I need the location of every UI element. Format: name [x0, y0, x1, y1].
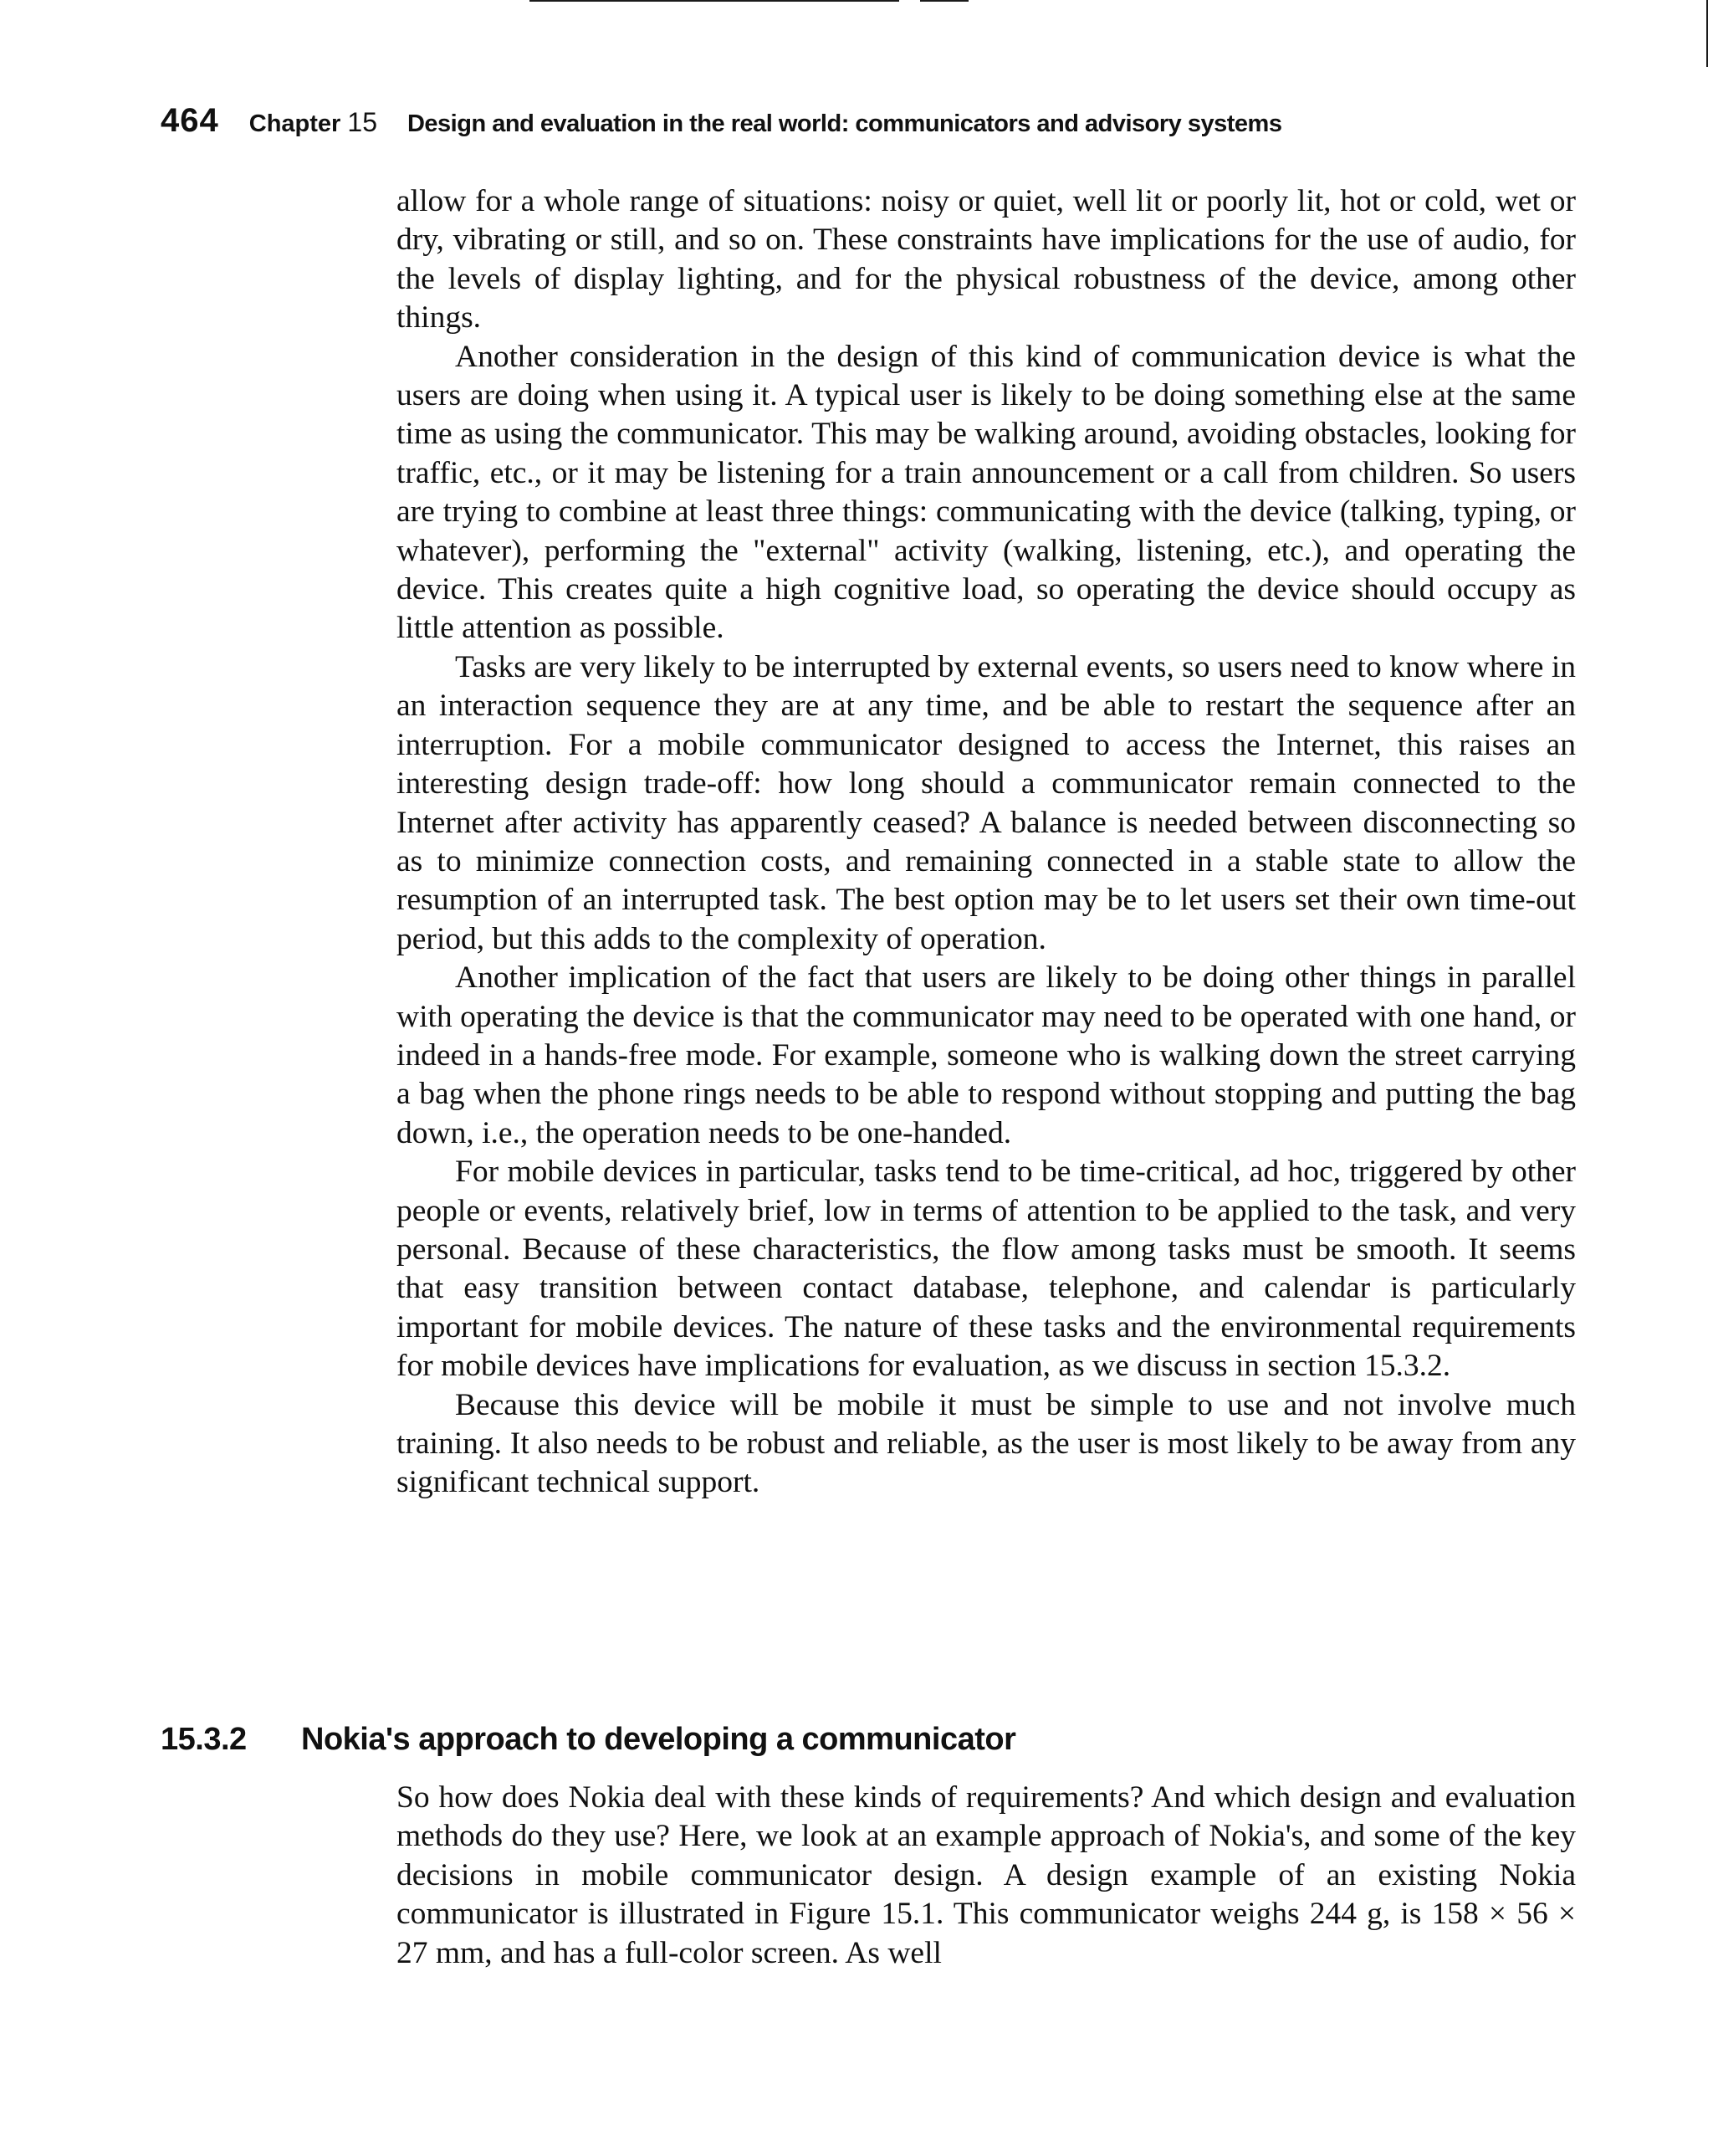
body-text-top: [396, 182, 1576, 1503]
paragraph: Tasks are very likely to be interrupted by external events, so users need to know where in an interaction sequence they are at any time, and be able to restart the sequence after an interruption. For a mobile communicator designed to access the Internet, this raises an interesting design trade-off: how long should a communicator remain connected to the Internet after activity has apparently ceased? A balance is needed between disconnecting so as to minimize connection costs, and remaining connected in a stable state to allow the resumption of an interrupted task. The best option may be to let users set their own time-out period, but this adds to the complexity of operation.: [396, 649, 1576, 956]
chapter-label: [248, 107, 377, 137]
running-head: [161, 102, 1583, 140]
paragraph: Because this device will be mobile it must be simple to use and not involve much training. It also needs to be robust and reliable, as the user is most likely to be away from any significant technical support.: [396, 1387, 1576, 1500]
scan-artifact-right-edge: [1706, 0, 1708, 67]
body-text-bottom: [396, 1779, 1576, 1973]
chapter-title: Design and evaluation in the real world: communicators and advisory systems: [407, 110, 1282, 137]
paragraph: So how does Nokia deal with these kinds of requirements? And which design and evaluation methods do they use? Here, we look at an example approach of Nokia's, and some of the key decisions in mobile communicator design. A design example of an existing Nokia communicator is illustrated in Figure 15.1. This communicator weighs 244 g, is 158 × 56 × 27 mm, and has a full-color screen. As well: [396, 1780, 1576, 1970]
chapter-number: 15: [347, 107, 377, 137]
paragraph: Another implication of the fact that users are likely to be doing other things in parallel with operating the device is that the communicator may need to be operated with one hand, or indeed in a hands-free mode. For example, someone who is walking down the street carrying a bag when the phone rings needs to be able to respond without stopping and putting the bag down, i.e., the operation needs to be one-handed.: [396, 960, 1576, 1150]
page-number: 464: [161, 102, 219, 139]
scan-artifact-top-rule: [529, 0, 899, 2]
paragraph: For mobile devices in particular, tasks tend to be time-critical, ad hoc, triggered by other people or events, relatively brief, low in terms of attention to be applied to the task, and very personal. Because of these characteristics, the flow among tasks must be smooth. It seems that easy transition between contact database, telephone, and calendar is particularly important for mobile devices. The nature of these tasks and the environmental requirements for mobile devices have implications for evaluation, as we discuss in section 15.3.2.: [396, 1155, 1576, 1384]
scan-artifact-top-rule-short: [920, 0, 969, 2]
section-heading: [161, 1722, 1015, 1758]
section-number: 15.3.2: [161, 1722, 247, 1757]
chapter-label-text: Chapter: [248, 110, 348, 137]
section-title: Nokia's approach to developing a communicator: [301, 1722, 1016, 1757]
paragraph: Another consideration in the design of this kind of communication device is what the users are doing when using it. A typical user is likely to be doing something else at the same time as using the communicator. This may be walking around, avoiding obstacles, looking for traffic, etc., or it may be listening for a train announcement or a call from children. So users are trying to combine at least three things: communicating with the device (talking, typing, or whatever), performing the "external" activity (walking, listening, etc.), and operating the device. This creates quite a high cognitive load, so operating the device should occupy as little attention as possible.: [396, 339, 1576, 646]
paragraph-continued: allow for a whole range of situations: noisy or quiet, well lit or poorly lit, hot or cold, wet or dry, vibrating or still, and so on. These constraints have implications for the use of audio, for the levels of display lighting, and for the physical robustness of the device, among other things.: [396, 184, 1576, 335]
